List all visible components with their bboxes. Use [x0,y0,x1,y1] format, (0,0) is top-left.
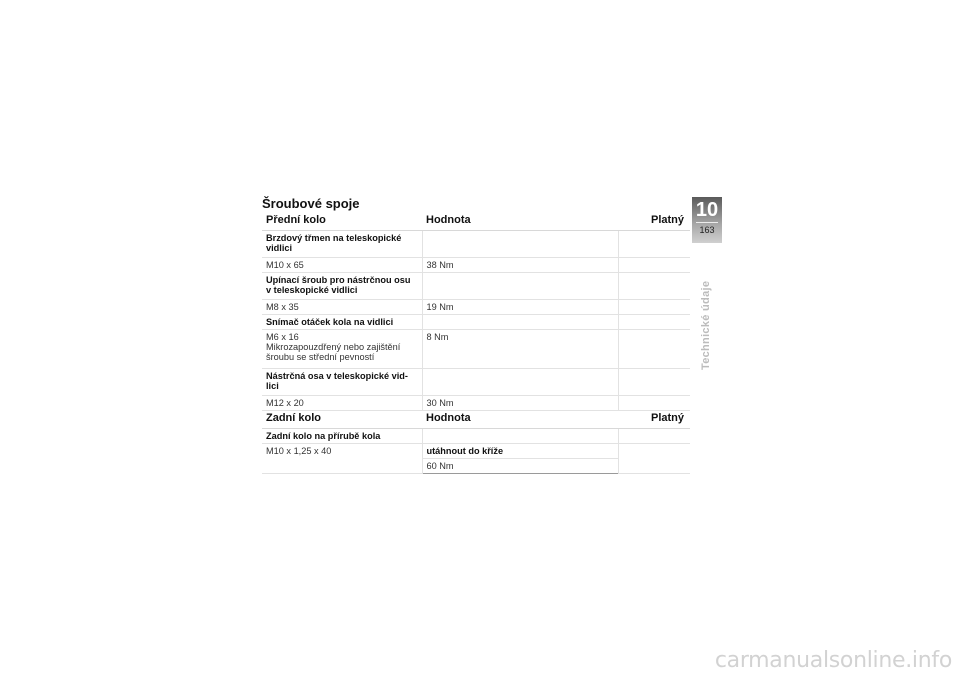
rear-wheel-table [262,407,690,474]
divider [696,222,718,223]
value-cell [422,369,618,396]
value-cell [422,315,618,330]
spec-cell: M10 x 65 [262,258,422,273]
valid-cell [618,231,690,258]
table-header [262,209,690,231]
table-row [262,315,690,330]
valid-cell [618,258,690,273]
spec-cell: M12 x 20 [262,396,422,411]
component-label: Nástrčná osa v teleskopické vid-lici [262,369,422,396]
chapter-tab [692,197,722,243]
table-row [262,231,690,258]
table-row [262,258,690,273]
value-cell [422,231,618,258]
value-cell: 8 Nm [422,330,618,369]
value-cell: 38 Nm [422,258,618,273]
value-cell: utáhnout do kříže [422,444,618,459]
page-number: 163 [699,225,715,235]
valid-cell [618,429,690,444]
chapter-number: 10 [695,199,719,221]
valid-cell [618,300,690,315]
value-cell: 19 Nm [422,300,618,315]
table-row [262,300,690,315]
valid-cell [618,315,690,330]
column-header: Hodnota [422,407,618,429]
valid-cell [618,330,690,369]
value-cell [422,273,618,300]
value-cell [422,429,618,444]
table-header [262,407,690,429]
spec-cell [262,330,422,369]
component-label: Upínací šroub pro nástrčnou osu v teleskopické vidlici [262,273,422,300]
component-label: Zadní kolo na přírubě kola [262,429,422,444]
column-header: Platný [618,209,690,231]
valid-cell [618,369,690,396]
value-cell: 60 Nm [422,459,618,474]
table-row [262,273,690,300]
table-row [262,330,690,369]
spec-cell: M8 x 35 [262,300,422,315]
section-title: Šroubové spoje [262,196,360,211]
column-header: Přední kolo [262,209,422,231]
column-header: Platný [618,407,690,429]
table-row [262,444,690,459]
component-label: Snímač otáček kola na vidlici [262,315,422,330]
value-cell: 30 Nm [422,396,618,411]
component-label: Brzdový třmen na teleskopické vidlici [262,231,422,258]
valid-cell [618,273,690,300]
table-row [262,369,690,396]
column-header: Hodnota [422,209,618,231]
valid-cell [618,444,690,474]
spec-cell: M10 x 1,25 x 40 [262,444,422,474]
chapter-label: Technické údaje [700,280,712,370]
table-row [262,429,690,444]
spec-note: Mikrozapouzdřený nebo zajištění šroubu se střední pevností [266,342,401,362]
front-wheel-table [262,209,690,411]
column-header: Zadní kolo [262,407,422,429]
watermark: carmanualsonline.info [714,648,952,673]
spec-size: M6 x 16 [266,332,299,342]
